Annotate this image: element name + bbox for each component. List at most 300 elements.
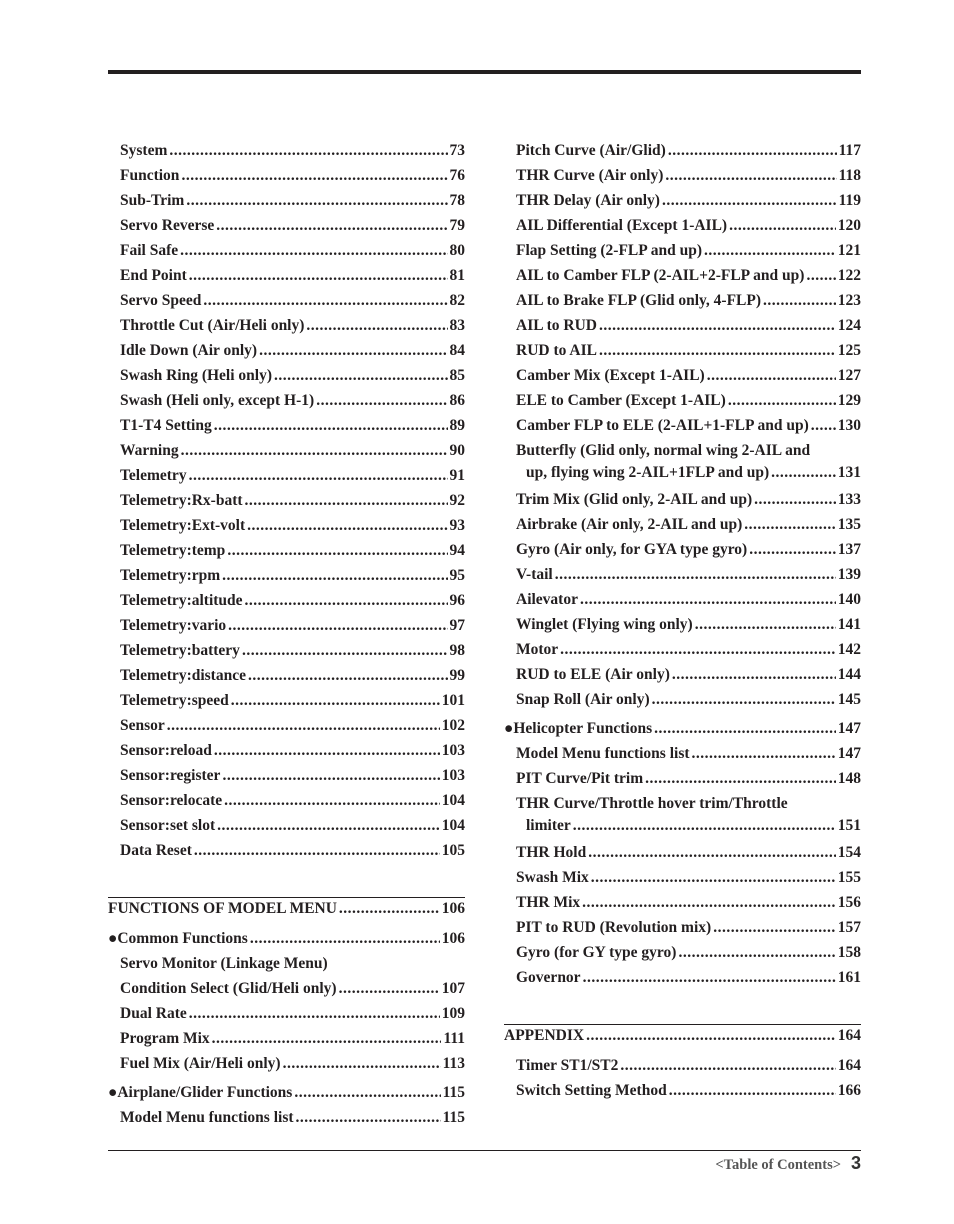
toc-entry-page: 93 — [449, 517, 465, 534]
toc-entry-title: Telemetry — [120, 467, 187, 484]
toc-entry-title: APPENDIX — [504, 1027, 585, 1044]
toc-entry-page: 113 — [442, 1055, 465, 1072]
toc-entry-page: 142 — [837, 641, 861, 658]
toc-entry-page: 73 — [449, 142, 465, 159]
toc-entry-title: Sensor:relocate — [120, 792, 223, 809]
toc-entry[interactable] — [504, 388, 861, 413]
leader-dots — [586, 1025, 836, 1047]
toc-entry-title: Switch Setting Method — [516, 1082, 667, 1099]
toc-entry[interactable] — [504, 440, 861, 484]
top-rule — [108, 70, 861, 74]
toc-entry-title-continued: up, flying wing 2-AIL+1FLP and up) — [526, 464, 770, 481]
toc-entry[interactable] — [108, 976, 465, 1001]
toc-entry-page: 102 — [441, 717, 465, 734]
leader-dots — [555, 562, 836, 587]
toc-entry[interactable] — [504, 238, 861, 263]
leader-dots — [588, 840, 836, 865]
toc-entry-page: 85 — [449, 367, 465, 384]
toc-entry-page: 101 — [441, 692, 465, 709]
toc-entry-page: 158 — [837, 944, 861, 961]
leader-dots — [645, 766, 836, 791]
toc-entry-page: 82 — [449, 292, 465, 309]
toc-entry-title: ELE to Camber (Except 1-AIL) — [516, 392, 726, 409]
leader-dots — [189, 1001, 440, 1026]
toc-entry-title: Model Menu functions list — [120, 1109, 294, 1126]
toc-entry[interactable] — [504, 263, 861, 288]
toc-entry[interactable] — [108, 488, 465, 513]
leader-dots — [189, 463, 448, 488]
toc-entry-page: 109 — [441, 1005, 465, 1022]
toc-entry[interactable] — [108, 738, 465, 763]
toc-entry-title: Sensor:register — [120, 767, 221, 784]
toc-entry-title: Condition Select (Glid/Heli only) — [120, 980, 337, 997]
leader-dots — [247, 513, 447, 538]
toc-entry[interactable] — [504, 965, 861, 990]
toc-entry-title: Pitch Curve (Air/Glid) — [516, 142, 666, 159]
toc-entry[interactable] — [108, 1001, 465, 1026]
toc-entry-title: Function — [120, 167, 180, 184]
toc-entry[interactable] — [108, 138, 465, 163]
toc-entry[interactable] — [504, 413, 861, 438]
toc-entry-title: AIL Differential (Except 1-AIL) — [516, 217, 728, 234]
leader-dots — [591, 865, 836, 890]
leader-dots — [654, 716, 836, 741]
section-spacer — [108, 863, 465, 897]
leader-dots — [707, 363, 836, 388]
toc-entry-page: 98 — [449, 642, 465, 659]
toc-entry[interactable] — [504, 840, 861, 865]
toc-entry-page: 147 — [837, 745, 861, 762]
toc-entry-title: THR Hold — [516, 844, 587, 861]
section-spacer — [504, 990, 861, 1024]
toc-entry[interactable] — [108, 1105, 465, 1130]
leader-dots — [296, 1105, 441, 1130]
toc-entry[interactable] — [108, 1080, 465, 1105]
toc-entry[interactable] — [504, 338, 861, 363]
toc-entry-page: 140 — [837, 591, 861, 608]
toc-entry[interactable] — [504, 537, 861, 562]
leader-dots — [214, 413, 448, 438]
toc-entry-page: 139 — [837, 566, 861, 583]
leader-dots — [189, 263, 448, 288]
toc-entry-page: 92 — [449, 492, 465, 509]
toc-entry-title: Telemetry:vario — [120, 617, 227, 634]
toc-entry-title: AIL to RUD — [516, 317, 597, 334]
toc-entry-title: Fuel Mix (Air/Heli only) — [120, 1055, 281, 1072]
toc-entry-page: 76 — [449, 167, 465, 184]
toc-entry[interactable] — [504, 487, 861, 512]
leader-dots — [231, 688, 440, 713]
toc-entry-title: THR Curve (Air only) — [516, 167, 664, 184]
toc-entry-page: 151 — [837, 817, 861, 834]
leader-dots — [316, 388, 447, 413]
toc-entry[interactable] — [108, 263, 465, 288]
toc-entry[interactable] — [108, 513, 465, 538]
leader-dots — [203, 288, 447, 313]
toc-entry-title: PIT to RUD (Revolution mix) — [516, 919, 712, 936]
leader-dots — [662, 188, 837, 213]
leader-dots — [573, 815, 836, 837]
toc-entry-page: 90 — [449, 442, 465, 459]
toc-entry[interactable] — [504, 915, 861, 940]
leader-dots — [217, 813, 440, 838]
toc-entry[interactable] — [108, 1026, 465, 1051]
toc-entry[interactable] — [504, 1053, 861, 1078]
toc-entry-page: 117 — [838, 142, 861, 159]
leader-dots — [180, 238, 447, 263]
toc-entry-page: 131 — [837, 464, 861, 481]
toc-entry-title: Trim Mix (Glid only, 2-AIL and up) — [516, 491, 753, 508]
toc-entry[interactable] — [108, 213, 465, 238]
toc-entry-page: 97 — [449, 617, 465, 634]
toc-entry[interactable] — [504, 138, 861, 163]
toc-entry-title: Dual Rate — [120, 1005, 187, 1022]
toc-entry[interactable] — [504, 1078, 861, 1103]
leader-dots — [580, 587, 836, 612]
toc-entry-title: Butterfly (Glid only, normal wing 2-AIL and — [516, 442, 811, 459]
toc-entry-title: THR Delay (Air only) — [516, 192, 660, 209]
toc-entry-page: 84 — [449, 342, 465, 359]
toc-entry-page: 137 — [837, 541, 861, 558]
leader-dots — [583, 965, 836, 990]
leader-dots — [169, 138, 447, 163]
leader-dots — [216, 213, 447, 238]
toc-entry-title: FUNCTIONS OF MODEL MENU — [108, 900, 337, 917]
toc-entry[interactable] — [108, 588, 465, 613]
toc-entry-page: 123 — [837, 292, 861, 309]
toc-entry[interactable] — [504, 865, 861, 890]
toc-entry[interactable] — [108, 338, 465, 363]
toc-entry-page: 164 — [837, 1027, 861, 1044]
toc-column-left — [108, 138, 465, 1130]
toc-entry[interactable] — [108, 613, 465, 638]
toc-entry-title: Telemetry:battery — [120, 642, 240, 659]
toc-entry-title: ●Helicopter Functions — [504, 720, 653, 737]
toc-section-heading[interactable] — [504, 1024, 861, 1047]
leader-dots — [245, 588, 448, 613]
leader-dots — [224, 788, 440, 813]
toc-entry[interactable] — [108, 663, 465, 688]
leader-dots — [754, 487, 836, 512]
leader-dots — [294, 1080, 440, 1105]
toc-entry[interactable] — [504, 662, 861, 687]
toc-entry-page: 91 — [449, 467, 465, 484]
toc-entry-title: V-tail — [516, 566, 553, 583]
leader-dots — [339, 898, 440, 920]
leader-dots — [560, 637, 836, 662]
leader-dots — [339, 976, 440, 1001]
toc-entry[interactable] — [504, 612, 861, 637]
toc-entry[interactable] — [504, 793, 861, 837]
leader-dots — [763, 288, 836, 313]
toc-entry-page: 94 — [449, 542, 465, 559]
leader-dots — [695, 612, 836, 637]
toc-entry[interactable] — [108, 788, 465, 813]
toc-entry-title: Flap Setting (2-FLP and up) — [516, 242, 703, 259]
toc-entry[interactable] — [108, 288, 465, 313]
leader-dots — [672, 662, 836, 687]
leader-dots — [728, 388, 836, 413]
toc-entry-page: 144 — [837, 666, 861, 683]
toc-entry[interactable] — [108, 188, 465, 213]
toc-entry-title: Timer ST1/ST2 — [516, 1057, 619, 1074]
toc-entry-title: Camber FLP to ELE (2-AIL+1-FLP and up) — [516, 417, 809, 434]
toc-entry-title: Telemetry:altitude — [120, 592, 243, 609]
leader-dots — [806, 263, 835, 288]
toc-entry-page: 119 — [838, 192, 861, 209]
toc-entry[interactable] — [108, 1051, 465, 1076]
toc-entry-title: Telemetry:temp — [120, 542, 226, 559]
leader-dots — [729, 213, 836, 238]
leader-dots — [283, 1051, 441, 1076]
toc-entry-page: 124 — [837, 317, 861, 334]
leader-dots — [248, 663, 448, 688]
toc-entry-page: 147 — [837, 720, 861, 737]
leader-dots — [620, 1053, 835, 1078]
toc-entry-page: 156 — [837, 894, 861, 911]
toc-entry-page: 115 — [442, 1109, 465, 1126]
toc-entry-title: Sensor:reload — [120, 742, 212, 759]
toc-entry-title: Warning — [120, 442, 179, 459]
toc-entry-page: 120 — [837, 217, 861, 234]
leader-dots — [250, 926, 440, 951]
toc-entry-title: Telemetry:Ext-volt — [120, 517, 246, 534]
toc-entry-title: Program Mix — [120, 1030, 210, 1047]
leader-dots — [228, 613, 447, 638]
toc-entry-title: RUD to ELE (Air only) — [516, 666, 670, 683]
leader-dots — [306, 313, 447, 338]
leader-dots — [704, 238, 836, 263]
toc-entry-page: 122 — [837, 267, 861, 284]
leader-dots — [181, 438, 448, 463]
toc-entry-page: 106 — [441, 900, 465, 917]
toc-entry-title: Data Reset — [120, 842, 192, 859]
toc-entry[interactable] — [504, 587, 861, 612]
toc-entry[interactable] — [504, 716, 861, 741]
toc-entry[interactable] — [504, 363, 861, 388]
toc-entry-page: 79 — [449, 217, 465, 234]
toc-entry[interactable] — [108, 951, 465, 976]
toc-entry[interactable] — [108, 813, 465, 838]
toc-entry[interactable] — [108, 538, 465, 563]
footer-label: <Table of Contents> — [715, 1157, 841, 1173]
leader-dots — [692, 741, 836, 766]
leader-dots — [811, 413, 836, 438]
toc-entry-page: 103 — [441, 742, 465, 759]
toc-entry[interactable] — [504, 637, 861, 662]
toc-entry-page: 125 — [837, 342, 861, 359]
toc-entry-page: 115 — [442, 1084, 465, 1101]
toc-entry-title: ●Common Functions — [108, 930, 248, 947]
toc-entry-page: 107 — [441, 980, 465, 997]
leader-dots — [274, 363, 447, 388]
toc-entry[interactable] — [504, 741, 861, 766]
toc-entry[interactable] — [504, 313, 861, 338]
toc-entry-title: System — [120, 142, 168, 159]
toc-entry-title: Fail Safe — [120, 242, 179, 259]
toc-entry-page: 164 — [837, 1057, 861, 1074]
toc-entry-title: Servo Monitor (Linkage Menu) — [120, 955, 328, 972]
toc-entry[interactable] — [504, 890, 861, 915]
toc-entry-title: AIL to Camber FLP (2-AIL+2-FLP and up) — [516, 267, 805, 284]
toc-entry-title: Gyro (for GY type gyro) — [516, 944, 677, 961]
leader-dots — [181, 163, 447, 188]
leader-dots — [227, 538, 447, 563]
leader-dots — [678, 940, 835, 965]
toc-entry-page: 80 — [449, 242, 465, 259]
toc-entry[interactable] — [504, 940, 861, 965]
leader-dots — [669, 1078, 836, 1103]
toc-entry[interactable] — [108, 438, 465, 463]
leader-dots — [194, 838, 440, 863]
leader-dots — [167, 713, 440, 738]
toc-entry-page: 161 — [837, 969, 861, 986]
toc-entry-title: AIL to Brake FLP (Glid only, 4-FLP) — [516, 292, 762, 309]
toc-entry-title: Servo Speed — [120, 292, 202, 309]
toc-entry-title: THR Mix — [516, 894, 581, 911]
toc-entry-page: 89 — [449, 417, 465, 434]
toc-entry-page: 118 — [838, 167, 861, 184]
leader-dots — [652, 687, 836, 712]
leader-dots — [222, 763, 439, 788]
toc-entry[interactable] — [108, 926, 465, 951]
leader-dots — [744, 512, 836, 537]
toc-entry-title: Idle Down (Air only) — [120, 342, 258, 359]
toc-entry[interactable] — [504, 288, 861, 313]
toc-entry-page: 155 — [837, 869, 861, 886]
toc-entry[interactable] — [504, 687, 861, 712]
leader-dots — [212, 1026, 442, 1051]
toc-entry-page: 81 — [449, 267, 465, 284]
toc-entry-page: 127 — [837, 367, 861, 384]
toc-entry-title: Swash (Heli only, except H-1) — [120, 392, 315, 409]
toc-entry-title: Ailevator — [516, 591, 578, 608]
toc-entry[interactable] — [108, 638, 465, 663]
toc-entry-title: THR Curve/Throttle hover trim/Throttle — [516, 795, 788, 812]
toc-entry-title: Gyro (Air only, for GYA type gyro) — [516, 541, 748, 558]
toc-entry-page: 95 — [449, 567, 465, 584]
toc-entry[interactable] — [108, 388, 465, 413]
toc-entry-page: 133 — [837, 491, 861, 508]
toc-entry-page: 104 — [441, 792, 465, 809]
leader-dots — [582, 890, 836, 915]
leader-dots — [242, 638, 448, 663]
toc-entry-title: Telemetry:Rx-batt — [120, 492, 243, 509]
toc-entry-page: 154 — [837, 844, 861, 861]
toc-entry-title: Governor — [516, 969, 581, 986]
toc-entry-page: 105 — [441, 842, 465, 859]
toc-entry[interactable] — [108, 238, 465, 263]
toc-entry[interactable] — [108, 838, 465, 863]
toc-entry[interactable] — [504, 163, 861, 188]
toc-entry-page: 166 — [837, 1082, 861, 1099]
toc-entry-page: 129 — [837, 392, 861, 409]
toc-entry-page: 83 — [449, 317, 465, 334]
toc-entry[interactable] — [108, 688, 465, 713]
toc-entry-title: PIT Curve/Pit trim — [516, 770, 644, 787]
toc-entry[interactable] — [108, 363, 465, 388]
toc-entry-page: 106 — [441, 930, 465, 947]
leader-dots — [749, 537, 836, 562]
leader-dots — [259, 338, 447, 363]
toc-entry[interactable] — [108, 563, 465, 588]
toc-entry[interactable] — [504, 213, 861, 238]
leader-dots — [599, 313, 836, 338]
toc-entry-page: 148 — [837, 770, 861, 787]
toc-entry-title: ●Airplane/Glider Functions — [108, 1084, 293, 1101]
toc-entry-page: 145 — [837, 691, 861, 708]
toc-entry-title: Telemetry:speed — [120, 692, 229, 709]
leader-dots — [713, 915, 836, 940]
toc-entry-title: Winglet (Flying wing only) — [516, 616, 693, 633]
toc-section-heading[interactable] — [108, 897, 465, 920]
toc-entry[interactable] — [504, 766, 861, 791]
toc-entry-page: 96 — [449, 592, 465, 609]
leader-dots — [665, 163, 836, 188]
leader-dots — [222, 563, 447, 588]
toc-entry[interactable] — [108, 313, 465, 338]
toc-entry-page: 104 — [441, 817, 465, 834]
toc-entry-page: 141 — [837, 616, 861, 633]
toc-entry-page: 111 — [443, 1030, 465, 1047]
toc-entry-title: Model Menu functions list — [516, 745, 690, 762]
toc-column-right — [504, 138, 861, 1103]
leader-dots — [214, 738, 440, 763]
toc-entry-title: End Point — [120, 267, 187, 284]
toc-entry-page: 86 — [449, 392, 465, 409]
toc-entry-page: 121 — [837, 242, 861, 259]
toc-entry[interactable] — [108, 413, 465, 438]
toc-entry-title: Telemetry:distance — [120, 667, 246, 684]
toc-entry-title: T1-T4 Setting — [120, 417, 212, 434]
leader-dots — [668, 138, 837, 163]
toc-entry-page: 135 — [837, 516, 861, 533]
toc-entry-title: Throttle Cut (Air/Heli only) — [120, 317, 305, 334]
bottom-rule — [108, 1150, 861, 1151]
toc-entry-title: Snap Roll (Air only) — [516, 691, 650, 708]
toc-entry-title: RUD to AIL — [516, 342, 597, 359]
toc-entry-title: Sensor — [120, 717, 165, 734]
toc-entry-title: Sensor:set slot — [120, 817, 216, 834]
toc-entry-title: Motor — [516, 641, 559, 658]
toc-entry-page: 130 — [837, 417, 861, 434]
page-footer — [620, 1153, 861, 1175]
leader-dots — [599, 338, 836, 363]
toc-entry[interactable] — [108, 713, 465, 738]
leader-dots — [771, 462, 836, 484]
toc-entry-title: Swash Ring (Heli only) — [120, 367, 273, 384]
toc-entry[interactable] — [108, 463, 465, 488]
toc-entry-title: Airbrake (Air only, 2-AIL and up) — [516, 516, 743, 533]
toc-entry[interactable] — [108, 163, 465, 188]
toc-entry[interactable] — [504, 512, 861, 537]
toc-entry-title-continued: limiter — [526, 817, 571, 834]
toc-entry-title: Camber Mix (Except 1-AIL) — [516, 367, 705, 384]
page-number: 3 — [850, 1153, 861, 1173]
leader-dots — [245, 488, 448, 513]
toc-entry-page: 78 — [449, 192, 465, 209]
toc-entry[interactable] — [504, 562, 861, 587]
toc-entry-page: 99 — [449, 667, 465, 684]
toc-entry-title: Swash Mix — [516, 869, 589, 886]
leader-dots — [186, 188, 447, 213]
toc-entry-title: Servo Reverse — [120, 217, 215, 234]
toc-entry-title: Sub-Trim — [120, 192, 185, 209]
toc-entry-page: 103 — [441, 767, 465, 784]
toc-entry-title: Telemetry:rpm — [120, 567, 221, 584]
toc-entry[interactable] — [504, 188, 861, 213]
toc-entry[interactable] — [108, 763, 465, 788]
